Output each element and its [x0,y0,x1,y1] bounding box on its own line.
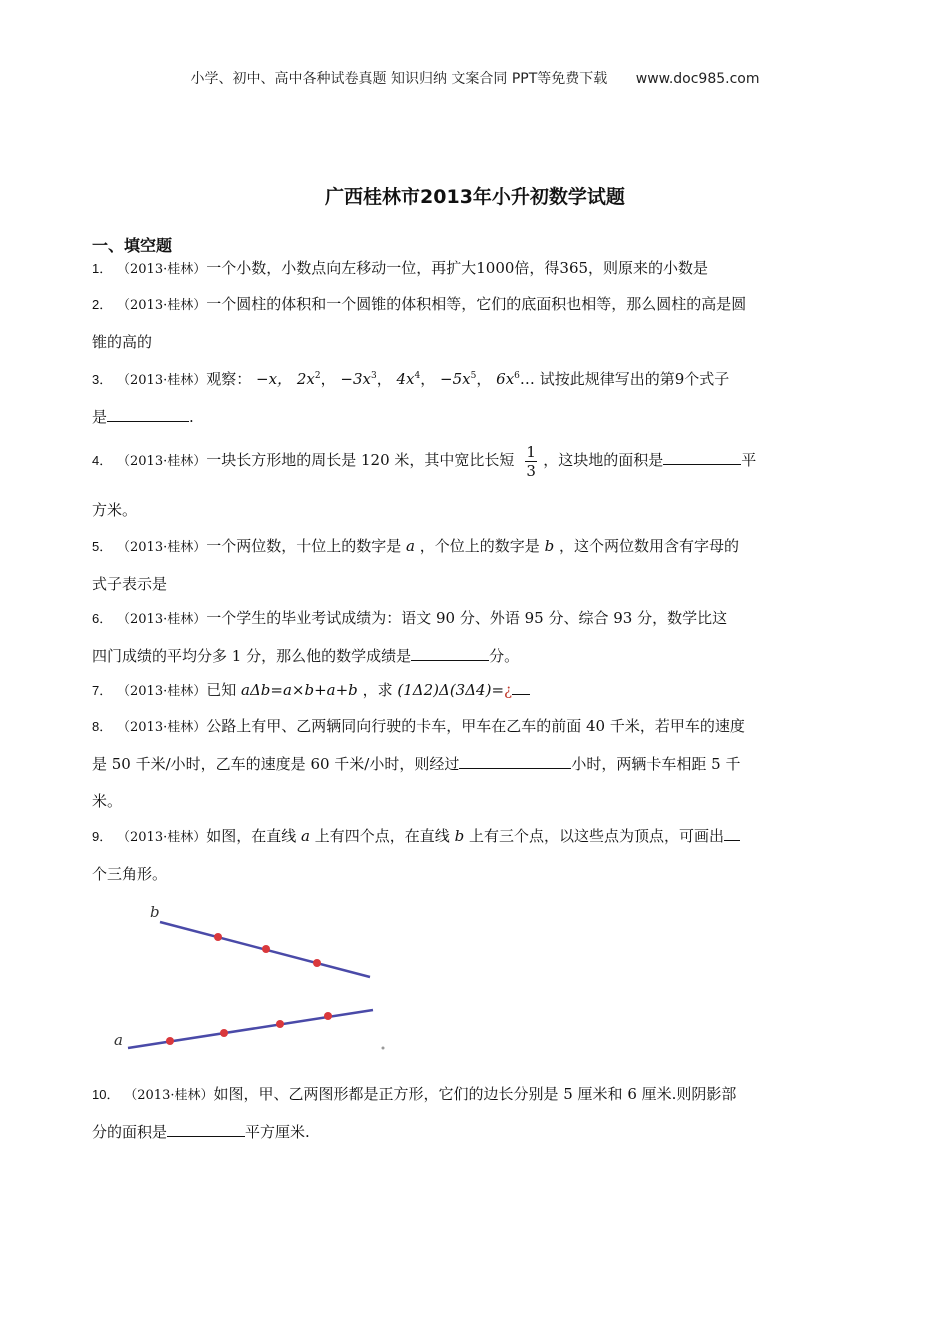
question-3 [92,358,860,436]
period: . [189,408,194,426]
question-number: 4． [92,453,113,468]
question-text-cont: 四门成绩的平均分多 1 分，那么他的数学成绩是 [92,647,412,665]
question-source: （2013·桂林） [117,612,207,627]
question-number: 1． [92,261,113,276]
sep: ， [320,370,336,388]
question-number: 3． [92,372,113,387]
question-text-c: ，这个两位数用含有字母的 [558,537,739,555]
question-source: （2013·桂林） [117,540,207,555]
fraction-numerator: 1 [526,442,536,461]
exponent: 4 [414,371,421,381]
ellipsis: … [519,370,535,388]
point-a1 [166,1037,174,1045]
question-text: 已知 [206,681,237,699]
question-6 [92,600,860,675]
question-text-cont-2: 米。 [92,792,123,810]
question-number: 6． [92,611,113,626]
definition-expression: aΔb=a×b+a+b [241,681,358,699]
variable-b: b [454,827,465,845]
term: −5x [440,370,471,388]
question-text: 一个学生的毕业考试成绩为：语文 90 分、外语 95 分、综合 93 分，数学比这 [206,609,728,627]
question-number: 5． [92,539,113,554]
question-text-cont: 是 50 千米/小时，乙车的速度是 60 千米/小时，则经过 [92,755,460,773]
term: 4x [396,370,415,388]
answer-blank[interactable] [459,750,571,769]
question-text-c: 上有三个点，以这些点为顶点，可画出 [468,827,724,845]
fraction-one-third [525,443,537,480]
question-text: 一块长方形地的周长是 120 米，其中宽比长短 [206,451,515,469]
line-a [128,1010,373,1048]
point-a3 [276,1020,284,1028]
section-heading: 一、填空题 [92,236,173,255]
exponent: 5 [470,371,477,381]
answer-blank[interactable] [512,676,530,695]
header-text: 小学、初中、高中各种试卷真题 知识归纳 文案合同 PPT等免费下载 [190,71,608,87]
question-text-cont-b: 小时，两辆卡车相距 5 千 [571,755,741,773]
question-end: 分。 [489,647,520,665]
label-b: b [150,903,160,921]
lines-points-figure [110,898,400,1058]
question-1 [92,250,860,288]
term: −3x [340,370,371,388]
question-text-c: 平 [741,451,757,469]
answer-blank[interactable] [663,446,741,465]
variable-a: a [301,827,310,845]
answer-blank[interactable] [107,403,189,422]
question-9 [92,818,860,893]
question-text-cont: 锥的高的 [92,333,153,351]
fraction-denominator: 3 [526,461,536,480]
question-text-b: ，个位上的数字是 [419,537,540,555]
header-site-link[interactable]: www.doc985.com [635,71,760,87]
question-number: 2． [92,297,113,312]
question-text-cont: 方米。 [92,501,138,519]
stray-dot [382,1047,385,1050]
question-text: 公路上有甲、乙两辆同向行驶的卡车，甲车在乙车的前面 40 千米，若甲车的速度 [206,717,745,735]
question-text: 一个两位数，十位上的数字是 [206,537,402,555]
question-4-cont [92,492,860,529]
sep: ， [476,370,492,388]
question-number: 7． [92,683,113,698]
page-title: 广西桂林市2013年小升初数学试题 [325,186,625,208]
question-2 [92,286,860,361]
question-text: 一个圆柱的体积和一个圆锥的体积相等，它们的底面积也相等，那么圆柱的高是圆 [206,295,747,313]
variable-a: a [406,537,415,555]
question-source: （2013·桂林） [117,454,207,469]
garbled-mark: ¿ [504,681,513,699]
question-source: （2013·桂林） [117,684,207,699]
question-text: 试按此规律写出的第9个式子 [539,370,730,388]
question-8 [92,708,860,820]
question-text-cont: 是 [92,408,108,426]
question-number: 9． [92,829,113,844]
question-end: 平方厘米. [245,1123,310,1141]
point-b1 [214,933,222,941]
sep: ， [420,370,436,388]
answer-blank[interactable] [167,1118,245,1137]
question-source: （2013·桂林） [117,830,207,845]
point-a4 [324,1012,332,1020]
question-text-b: 上有四个点，在直线 [314,827,450,845]
question-4 [92,442,860,480]
page-header [0,68,950,88]
answer-blank[interactable] [411,642,489,661]
question-5 [92,528,860,603]
question-source: （2013·桂林） [117,720,207,735]
question-text-cont: 个三角形。 [92,865,168,883]
label-a: a [114,1031,123,1049]
answer-blank[interactable] [724,822,740,841]
question-text: 如图，甲、乙两图形都是正方形，它们的边长分别是 5 厘米和 6 厘米.则阴影部 [213,1085,737,1103]
question-prefix: 观察： [206,370,252,388]
point-a2 [220,1029,228,1037]
question-text-b: ，求 [362,681,393,699]
exponent: 2 [314,371,321,381]
question-text: 如图，在直线 [206,827,297,845]
term: 6x [496,370,515,388]
target-expression: (1Δ2)Δ(3Δ4)= [397,681,505,699]
sep: ， [376,370,392,388]
question-source: （2013·桂林） [117,373,207,388]
term: −x， [256,370,293,388]
question-source: （2013·桂林） [117,262,207,277]
exponent: 3 [370,371,377,381]
question-source: （2013·桂林） [124,1088,214,1103]
question-text-b: ，这块地的面积是 [543,451,664,469]
point-b3 [313,959,321,967]
question-source: （2013·桂林） [117,298,207,313]
exponent: 6 [514,371,520,381]
question-10 [92,1076,860,1151]
question-number: 10． [92,1087,120,1102]
term: 2x [296,370,315,388]
point-b2 [262,945,270,953]
question-text-cont: 分的面积是 [92,1123,168,1141]
question-number: 8． [92,719,113,734]
question-text-cont: 式子表示是 [92,575,168,593]
question-text: 一个小数，小数点向左移动一位，再扩大1000倍，得365，则原来的小数是 [206,259,709,277]
question-7 [92,672,860,710]
variable-b: b [544,537,555,555]
